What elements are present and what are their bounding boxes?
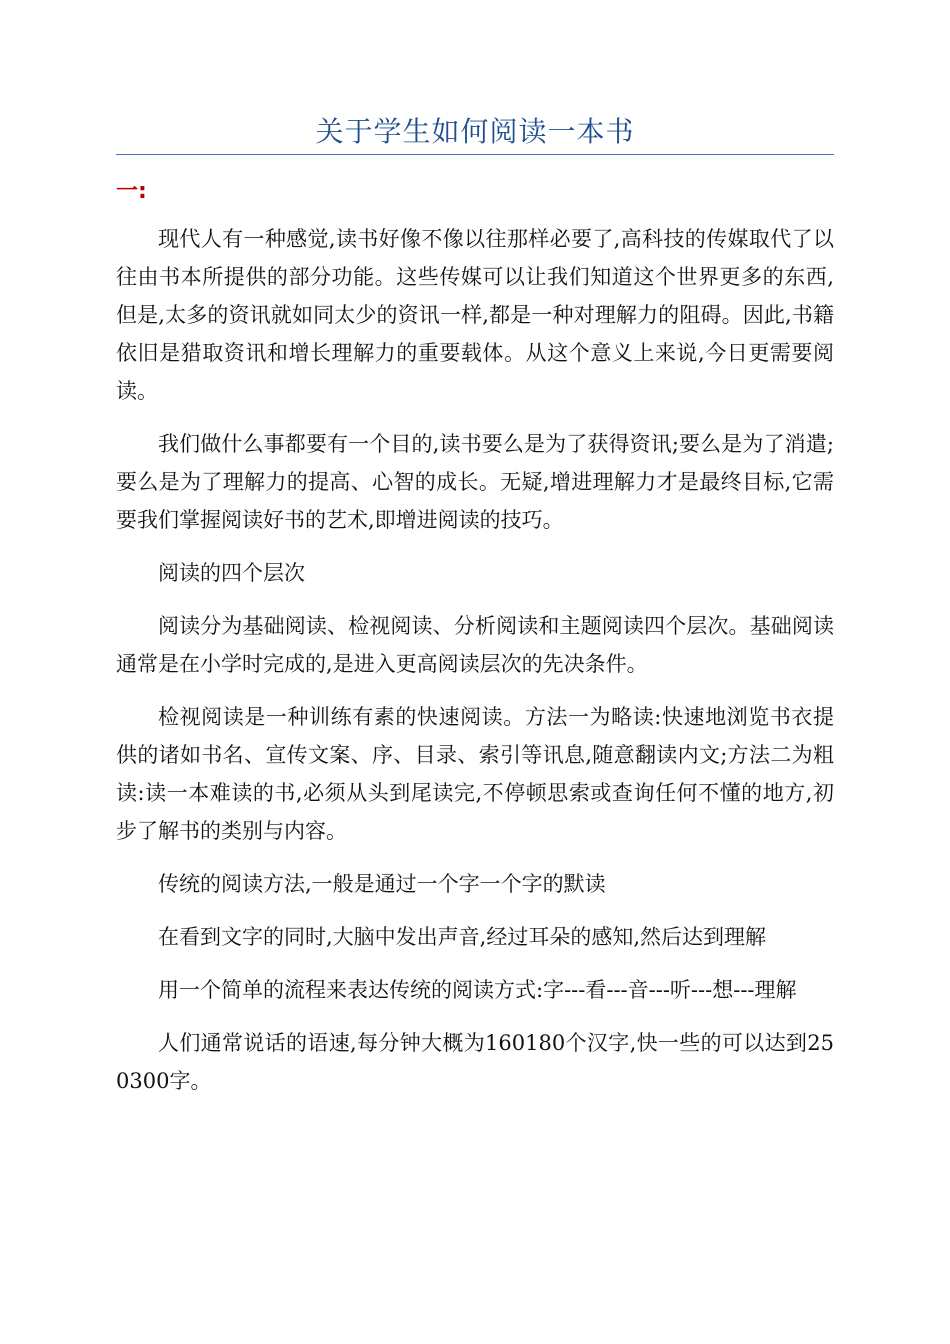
section-marker: 一: [116, 179, 147, 204]
document-title: 关于学生如何阅读一本书 [315, 115, 635, 148]
paragraph: 在看到文字的同时,大脑中发出声音,经过耳朵的感知,然后达到理解 [158, 925, 767, 949]
paragraph: 用一个简单的流程来表达传统的阅读方式:字---看---音---听---想---理解 [158, 978, 797, 1002]
document-body [116, 220, 834, 1115]
subheading-paragraph: 阅读的四个层次 [158, 561, 305, 585]
paragraph: 检视阅读是一种训练有素的快速阅读。方法一为略读:快速地浏览书衣提供的诸如书名、宣传文案、序、目录、索引等讯息,随意翻读内文;方法二为粗读:读一本难读的书,必须从头到尾读完,不停顿思索或查询任何不懂的地方,初步了解书的类别与内容。 [116, 705, 834, 843]
paragraph: 传统的阅读方法,一般是通过一个字一个字的默读 [158, 872, 606, 896]
paragraph: 我们做什么事都要有一个目的,读书要么是为了获得资讯;要么是为了消遣;要么是为了理解力的提高、心智的成长。无疑,增进理解力才是最终目标,它需要我们掌握阅读好书的艺术,即增进阅读的技巧。 [116, 432, 834, 532]
title-divider [116, 154, 834, 155]
paragraph: 阅读分为基础阅读、检视阅读、分析阅读和主题阅读四个层次。基础阅读通常是在小学时完成的,是进入更高阅读层次的先决条件。 [116, 614, 834, 676]
paragraph: 人们通常说话的语速,每分钟大概为160180个汉字,快一些的可以达到250300字。 [116, 1031, 834, 1093]
paragraph: 现代人有一种感觉,读书好像不像以往那样必要了,高科技的传媒取代了以往由书本所提供的部分功能。这些传媒可以让我们知道这个世界更多的东西,但是,太多的资讯就如同太少的资讯一样,都是一种对理解力的阻碍。因此,书籍依旧是猎取资讯和增长理解力的重要载体。从这个意义上来说,今日更需要阅读。 [116, 227, 834, 403]
